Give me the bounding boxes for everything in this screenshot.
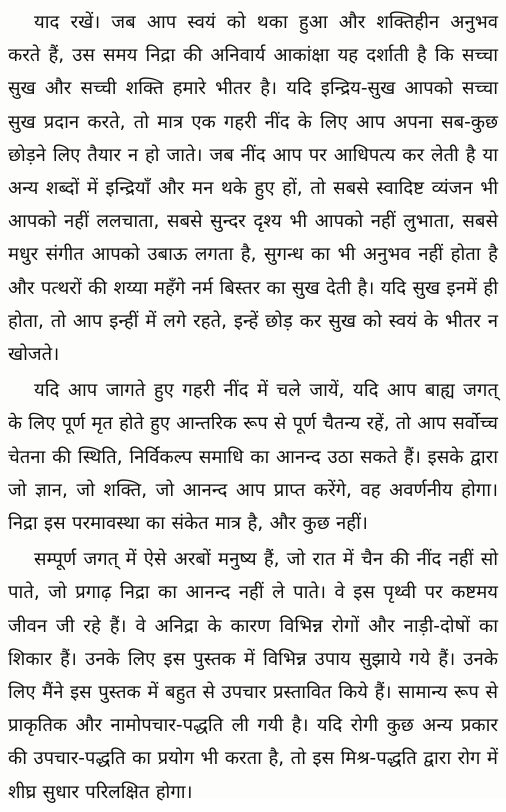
text-line: चेतना की स्थिति, निर्विकल्प समाधि का आनन्द उठा सकते हैं। इसके द्वारा xyxy=(8,446,498,468)
text-line: अन्य शब्दों में इन्द्रियाँ और मन थके हुए हों, तो सबसे स्वादिष्ट व्यंजन भी xyxy=(8,178,498,200)
text-line: सम्पूर्ण जगत् में ऐसे अरबों मनुष्य हैं, जो रात में चैन की नींद नहीं सो xyxy=(34,549,498,571)
text-line: शिकार हैं। उनके लिए इस पुस्तक में विभिन्न उपाय सुझाये गये हैं। उनके xyxy=(8,648,498,670)
text-line: निद्रा इस परमावस्था का संकेत मात्र है, और कुछ नहीं। xyxy=(8,513,368,535)
page-text xyxy=(8,6,498,812)
text-line: और पत्थरों की शय्या महँगे नर्म बिस्तर का सुख देती है। यदि सुख इनमें ही xyxy=(8,277,498,299)
text-line: लिए मैंने इस पुस्तक में बहुत से उपचार प्रस्तावित किये हैं। सामान्य रूप से xyxy=(8,682,498,704)
text-line: जीवन जी रहे हैं। वे अनिद्रा के कारण विभिन्न रोगों और नाड़ी-दोषों का xyxy=(8,615,498,637)
text-line: मधुर संगीत आपको उबाऊ लगता है, सुगन्ध का भी अनुभव नहीं होता है xyxy=(8,244,498,266)
text-line: यदि आप जागते हुए गहरी नींद में चले जायें, यदि आप बाह्य जगत् xyxy=(34,380,498,402)
paragraph-1 xyxy=(8,6,498,371)
text-line: करते हैं, उस समय निद्रा की अनिवार्य आकांक्षा यह दर्शाती है कि सच्चा xyxy=(8,45,498,67)
paragraph-3 xyxy=(8,543,498,809)
text-line: आपको नहीं ललचाता, सबसे सुन्दर दृश्य भी आपको नहीं लुभाता, सबसे xyxy=(8,211,498,233)
text-line: छोड़ने लिए तैयार न हो जाते। जब नींद आप पर आधिपत्य कर लेती है या xyxy=(8,144,498,166)
text-line: शीघ्र सुधार परिलक्षित होगा। xyxy=(8,781,193,803)
paragraph-2 xyxy=(8,374,498,540)
text-line: होता, तो आप इन्हीं में लगे रहते, इन्हें छोड़ कर सुख को स्वयं के भीतर न xyxy=(8,310,498,332)
text-line: जो ज्ञान, जो शक्ति, जो आनन्द आप प्राप्त करेंगे, वह अवर्णनीय होगा। xyxy=(8,479,498,501)
text-line: प्राकृतिक और नामोपचार-पद्धति ली गयी है। यदि रोगी कुछ अन्य प्रकार xyxy=(8,715,498,737)
text-line: सुख प्रदान करते, तो मात्र एक गहरी नींद के लिए आप अपना सब-कुछ xyxy=(8,111,498,133)
text-line: याद रखें। जब आप स्वयं को थका हुआ और शक्तिहीन अनुभव xyxy=(34,12,498,33)
text-line: खोजते। xyxy=(8,344,60,366)
text-line: सुख और सच्ची शक्ति हमारे भीतर है। यदि इन्द्रिय-सुख आपको सच्चा xyxy=(8,78,498,100)
text-line: की उपचार-पद्धति का प्रयोग भी करता है, तो इस मिश्र-पद्धति द्वारा रोग में xyxy=(8,748,498,770)
text-line: के लिए पूर्ण मृत होते हुए आन्तरिक रूप से पूर्ण चैतन्य रहें, तो आप सर्वोच्च xyxy=(8,413,498,435)
text-line: पाते, जो प्रगाढ़ निद्रा का आनन्द नहीं ले पाते। वे इस पृथ्वी पर कष्टमय xyxy=(8,582,498,604)
